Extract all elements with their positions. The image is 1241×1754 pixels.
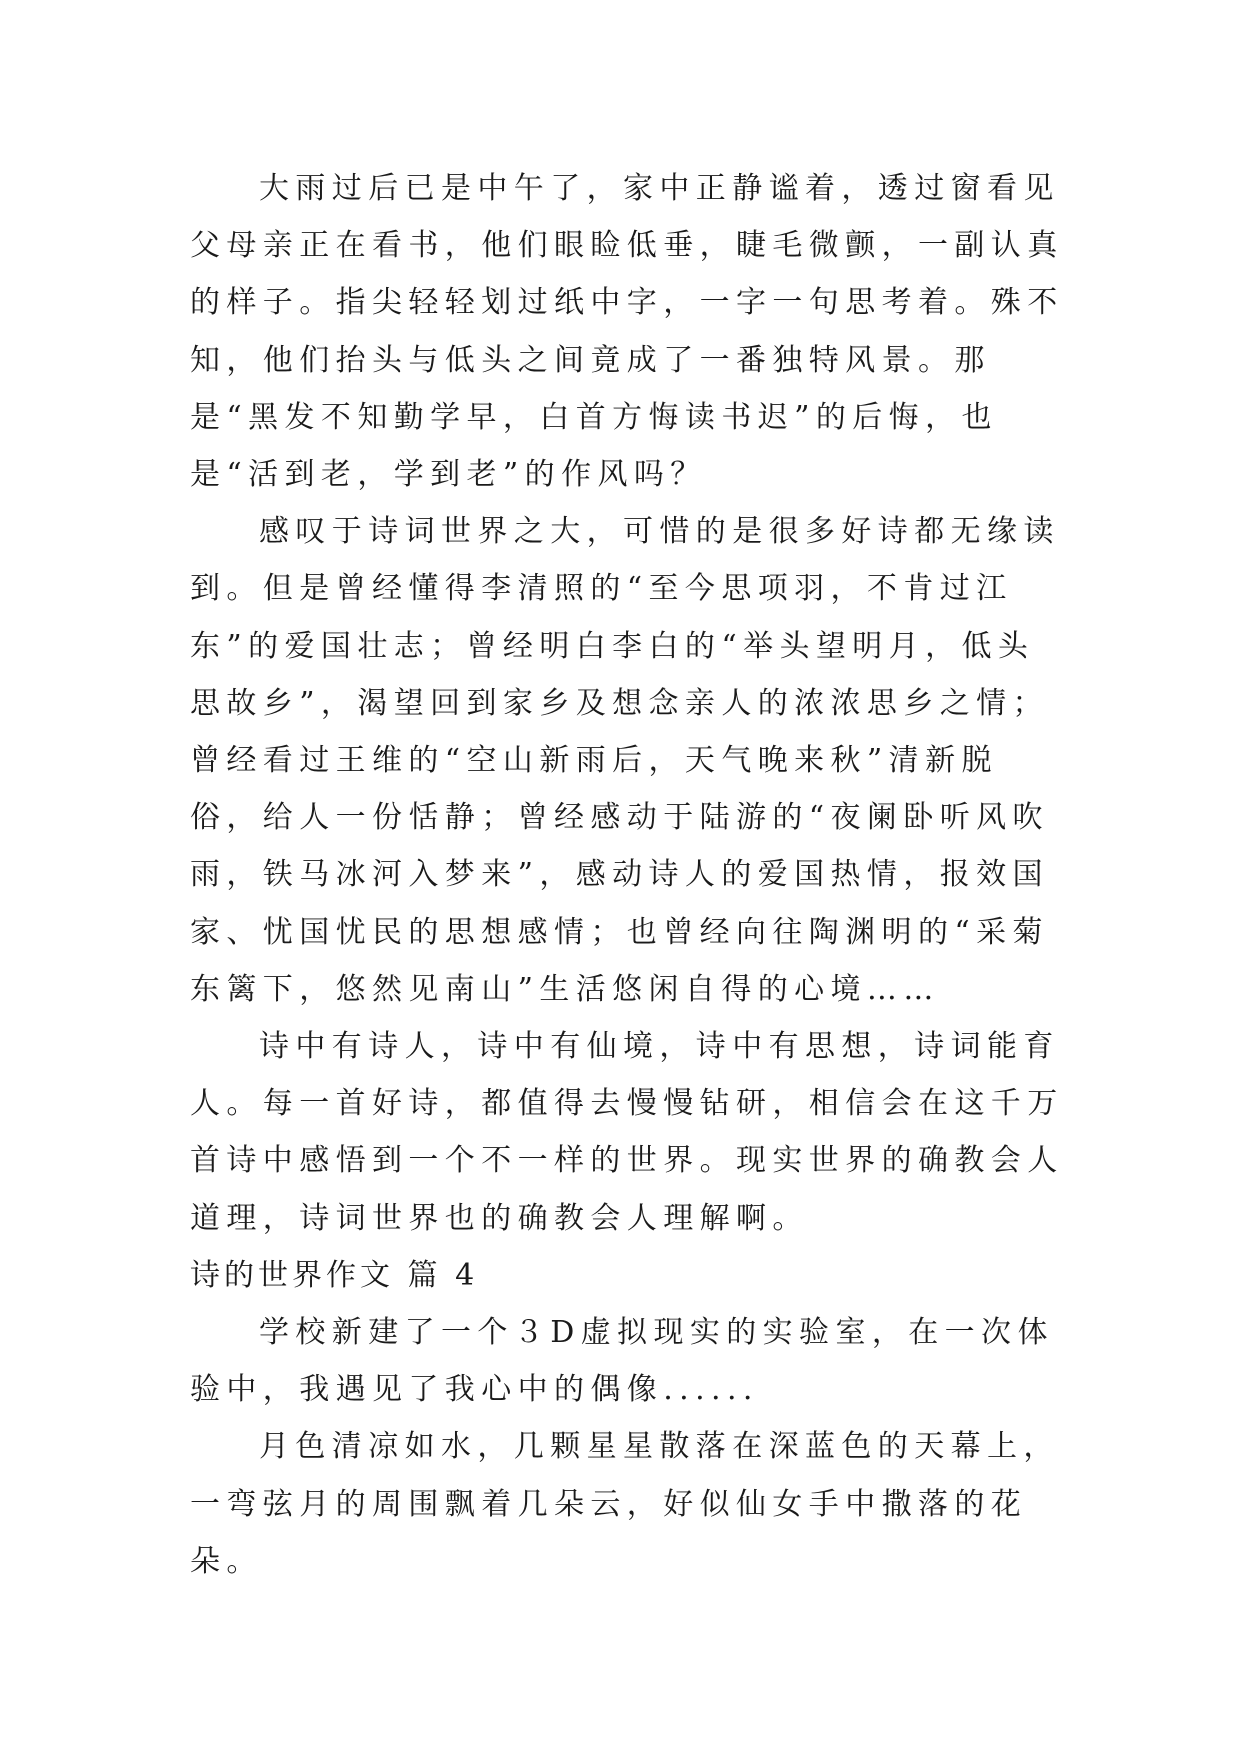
paragraph: 大雨过后已是中午了，家中正静谧着，透过窗看见父母亲正在看书，他们眼睑低垂，睫毛微颤，一副认真的样子。指尖轻轻划过纸中字，一字一句思考着。殊不知，他们抬头与低头之间竟成了一番独特风景。那是“黑发不知勤学早，白首方悔读书迟”的后悔，也是“活到老，学到老”的作风吗？: [190, 171, 1064, 493]
paragraph: 诗中有诗人，诗中有仙境，诗中有思想，诗词能育人。每一首好诗，都值得去慢慢钻研，相信会在这千万首诗中感悟到一个不一样的世界。现实世界的确教会人道理，诗词世界也的确教会人理解啊。: [190, 1029, 1064, 1236]
section-heading: 诗的世界作文 篇 4: [190, 1257, 479, 1293]
paragraph: 感叹于诗词世界之大，可惜的是很多好诗都无缘读到。但是曾经懂得李清照的“至今思项羽，不肯过江东”的爱国壮志；曾经明白李白的“举头望明月，低头思故乡”，渴望回到家乡及想念亲人的浓浓思乡之情；曾经看过王维的“空山新雨后，天气晚来秋”清新脱俗，给人一份恬静；曾经感动于陆游的“夜阑卧听风吹雨，铁马冰河入梦来”，感动诗人的爱国热情，报效国家、忧国忧民的思想感情；也曾经向往陶渊明的“采菊东篱下，悠然见南山”生活悠闲自得的心境……: [190, 514, 1060, 1007]
document-body: [190, 160, 1070, 1590]
paragraph: 月色清凉如水，几颗星星散落在深蓝色的天幕上，一弯弦月的周围飘着几朵云，好似仙女手中撒落的花朵。: [190, 1429, 1060, 1579]
paragraph: 学校新建了一个３D虚拟现实的实验室，在一次体验中，我遇见了我心中的偶像......: [190, 1315, 1054, 1408]
